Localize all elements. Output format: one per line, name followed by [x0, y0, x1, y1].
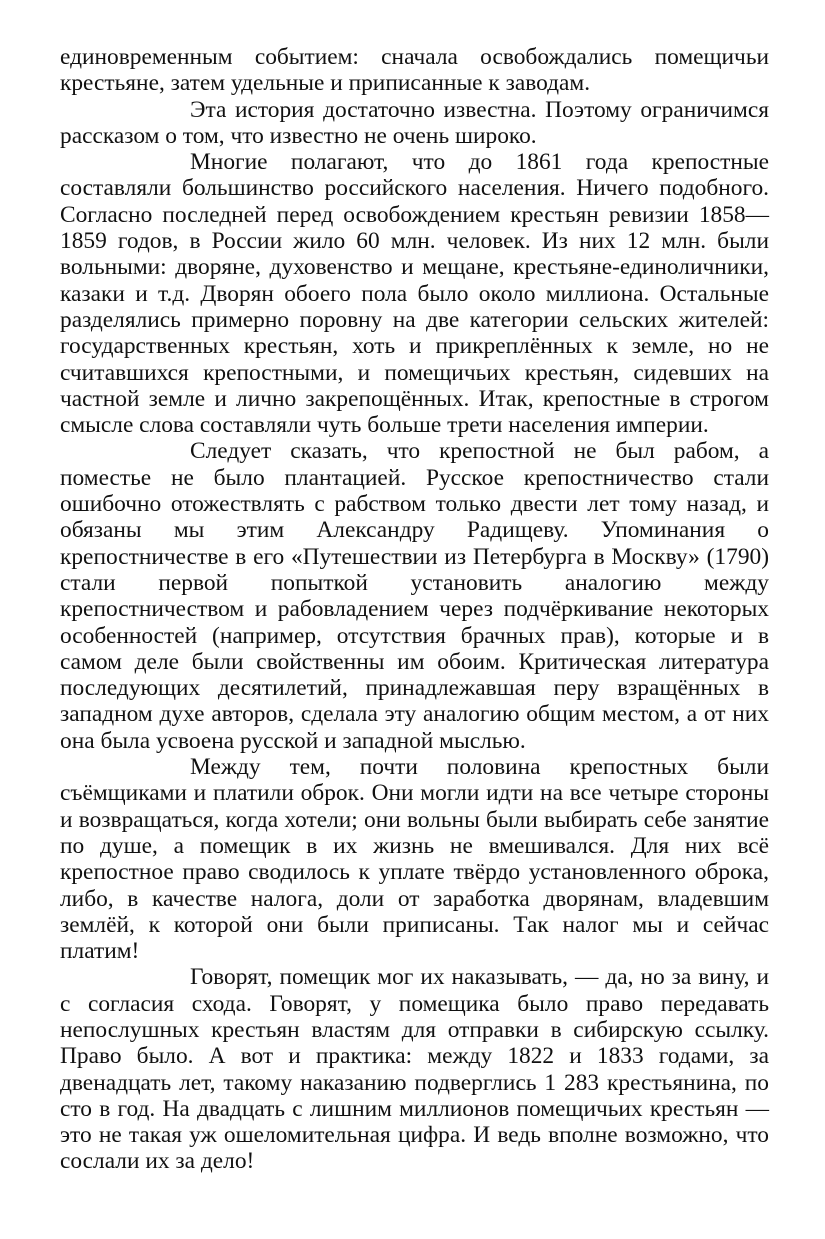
document-page [60, 44, 769, 1175]
paragraph-4: Следует сказать, что крепостной не был рабом, а поместье не было плантацией. Русское крепостничество стали ошибочно отожествлять с рабством только двести лет тому назад, и обязаны мы этим Александру Радищеву. Упоминания о крепостничестве в его «Путешествии из Петербурга в Москву» (1790) стали первой попыткой установить аналогию между крепостничеством и рабовладением через подчёркивание некоторых особенностей (например, отсутствия брачных прав), которые и в самом деле были свойственны им обоим. Критическая литература последующих десятилетий, принадлежавшая перу взращённых в западном духе авторов, сделала эту аналогию общим местом, а от них она была усвоена русской и западной мыслью. [60, 438, 769, 754]
paragraph-3: Многие полагают, что до 1861 года крепостные составляли большинство российского населения. Ничего подобного. Согласно последней перед освобождением крестьян ревизии 1858—1859 годов, в России жило 60 млн. человек. Из них 12 млн. были вольными: дворяне, духовенство и мещане, крестьяне-единоличники, казаки и т.д. Дворян обоего пола было около миллиона. Остальные разделялись примерно поровну на две категории сельских жителей: государственных крестьян, хоть и прикреплённых к земле, но не считавшихся крепостными, и помещичьих крестьян, сидевших на частной земле и лично закрепощённых. Итак, крепостные в строгом смысле слова составляли чуть больше трети населения империи. [60, 149, 769, 439]
paragraph-5: Между тем, почти половина крепостных были съёмщиками и платили оброк. Они могли идти на все четыре стороны и возвращаться, когда хотели; они вольны были выбирать себе занятие по душе, а помещик в их жизнь не вмешивался. Для них всё крепостное право сводилось к уплате твёрдо установленного оброка, либо, в качестве налога, доли от заработка дворянам, владевшим землёй, к которой они были приписаны. Так налог мы и сейчас платим! [60, 754, 769, 965]
paragraph-1: единовременным событием: сначала освобождались помещичьи крестьяне, затем удельные и приписанные к заводам. [60, 44, 769, 97]
paragraph-6: Говорят, помещик мог их наказывать, — да, но за вину, и с согласия схода. Говорят, у помещика было право передавать непослушных крестьян властям для отправки в сибирскую ссылку. Право было. А вот и практика: между 1822 и 1833 годами, за двенадцать лет, такому наказанию подверглись 1 283 крестьянина, по сто в год. На двадцать с лишним миллионов помещичьих крестьян — это не такая уж ошеломительная цифра. И ведь вполне возможно, что сослали их за дело! [60, 964, 769, 1175]
paragraph-2: Эта история достаточно известна. Поэтому ограничимся рассказом о том, что известно не очень широко. [60, 96, 769, 149]
